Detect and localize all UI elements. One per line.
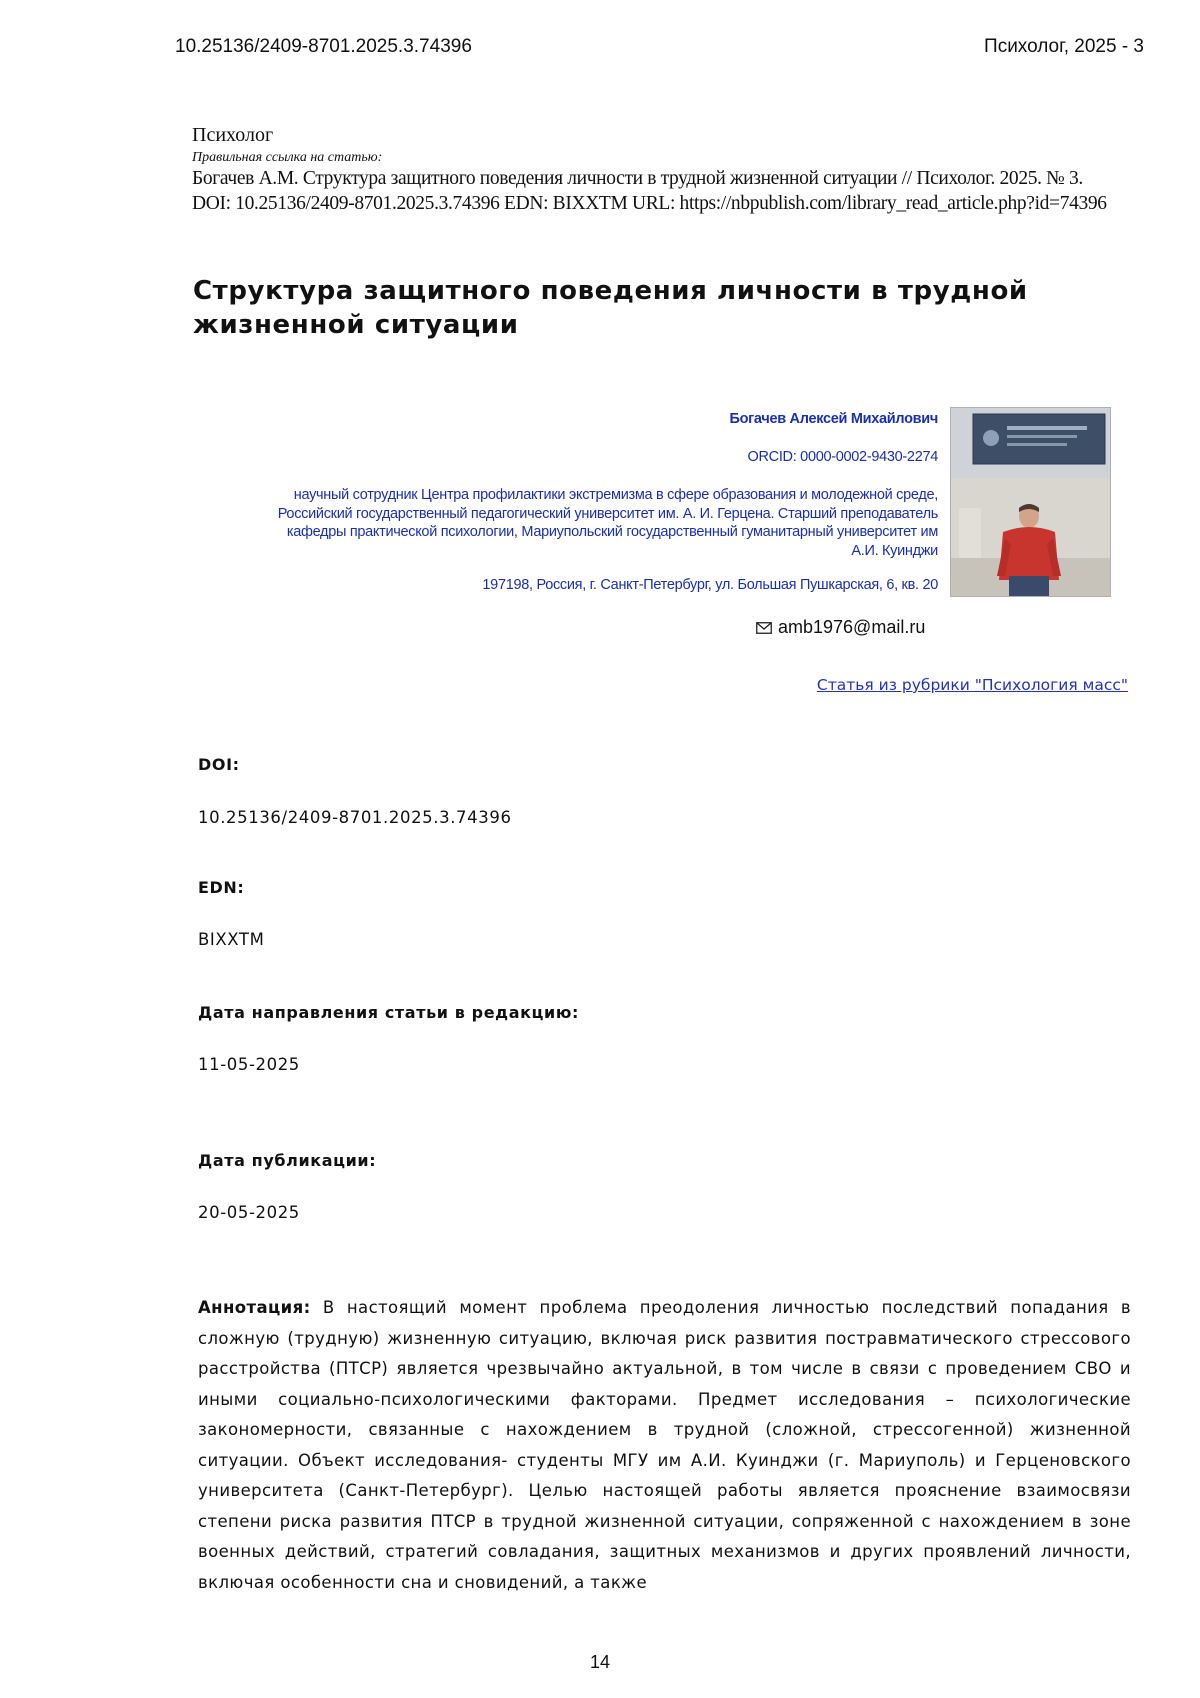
- citation-line-2: DOI: 10.25136/2409-8701.2025.3.74396 EDN: BIXXTM URL: https://nbpublish.com/library_read_article.php?id=74396: [192, 193, 1107, 214]
- author-address: 197198, Россия, г. Санкт-Петербург, ул. Большая Пушкарская, 6, кв. 20: [482, 577, 938, 593]
- author-affiliation: [220, 486, 938, 560]
- author-email-row[interactable]: [756, 617, 925, 638]
- published-label: Дата публикации:: [198, 1151, 377, 1170]
- author-orcid: ORCID: 0000-0002-9430-2274: [747, 449, 938, 465]
- article-title: Структура защитного поведения личности в трудной жизненной ситуации: [193, 276, 1028, 340]
- running-header-doi: 10.25136/2409-8701.2025.3.74396: [175, 36, 472, 57]
- abstract: [198, 1293, 1131, 1598]
- citation-line-1: Богачев А.М. Структура защитного поведения личности в трудной жизненной ситуации // Психолог. 2025. № 3.: [192, 168, 1083, 189]
- page-number: 14: [589, 1652, 611, 1672]
- edn-value: BIXXTM: [198, 930, 265, 949]
- doi-value: 10.25136/2409-8701.2025.3.74396: [198, 808, 512, 827]
- envelope-icon: [756, 622, 772, 634]
- abstract-text: В настоящий момент проблема преодоления личностью последствий попадания в сложную (трудную) жизненную ситуацию, включая риск развития постравматического стрессового расстройства (ПТСР) является чрезвычайно актуальной, в том числе в связи с проведением СВО и иными социально-психологическими факторами. Предмет исследования – психологические закономерности, связанные с нахождением в трудной (сложной, стрессогенной) жизненной ситуации. Объект исследования- студенты МГУ им А.И. Куинджи (г. Мариуполь) и Герценовского университета (Санкт-Петербург). Целью настоящей работы является прояснение взаимосвязи степени риска развития ПТСР в трудной жизненной ситуации, сопряженной с нахождением в зоне военных действий, стратегий совладания, защитных механизмов и других проявлений личности, включая особенности сна и сновидений, а также: [198, 1298, 1131, 1592]
- abstract-label: Аннотация:: [198, 1298, 311, 1317]
- author-photo: [950, 407, 1111, 597]
- author-email[interactable]: amb1976@mail.ru: [778, 617, 926, 637]
- author-name: Богачев Алексей Михайлович: [729, 411, 938, 427]
- affiliation-line: А.И. Куинджи: [851, 542, 938, 559]
- affiliation-line: Российский государственный педагогический университет им. А. И. Герцена. Старший преподаватель: [277, 505, 938, 522]
- submitted-value: 11-05-2025: [198, 1055, 300, 1074]
- doi-label: DOI:: [198, 755, 240, 774]
- citation-journal: Психолог: [192, 124, 274, 146]
- submitted-label: Дата направления статьи в редакцию:: [198, 1003, 579, 1022]
- affiliation-line: научный сотрудник Центра профилактики экстремизма в сфере образования и молодежной среде,: [293, 487, 938, 503]
- edn-label: EDN:: [198, 878, 245, 897]
- published-value: 20-05-2025: [198, 1203, 300, 1222]
- running-header-journal-issue: Психолог, 2025 - 3: [984, 36, 1144, 57]
- citation-label: Правильная ссылка на статью:: [192, 150, 383, 165]
- affiliation-line: кафедры практической психологии, Мариупольский государственный гуманитарный университет им: [286, 524, 938, 540]
- rubric-link[interactable]: Статья из рубрики "Психология масс": [816, 676, 1128, 694]
